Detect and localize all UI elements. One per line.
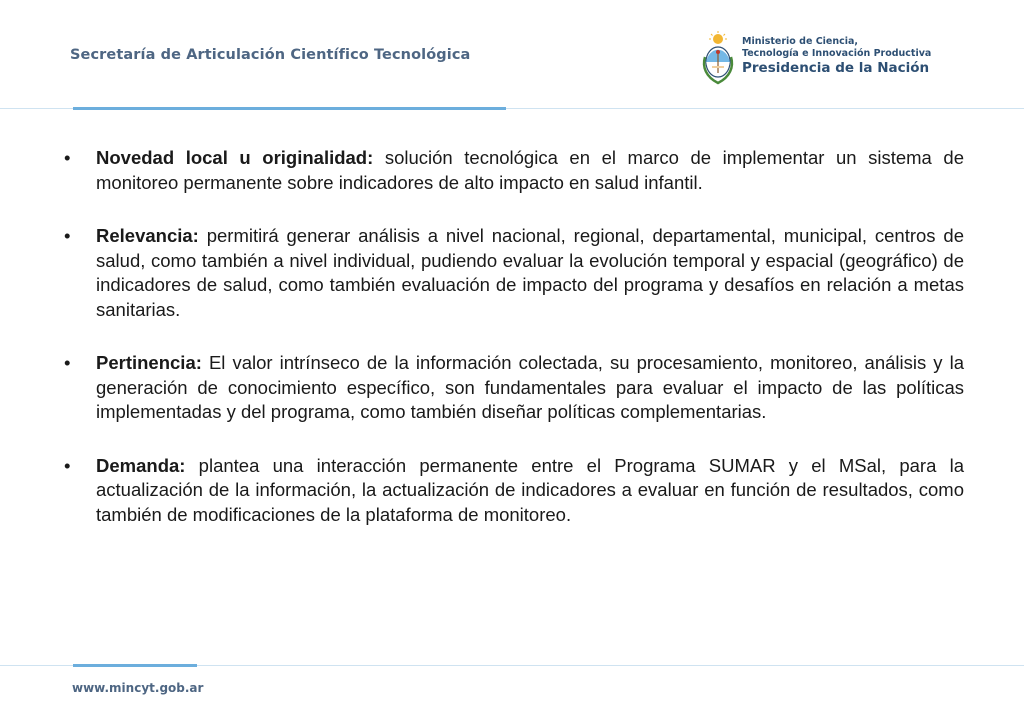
bullet-dot: • xyxy=(64,352,71,373)
bullet-list xyxy=(64,146,964,556)
logo-line-ministry: Ministerio de Ciencia, xyxy=(742,36,859,47)
header-title: Secretaría de Articulación Científico Tecnológica xyxy=(70,47,471,63)
bullet-term: Pertinencia: xyxy=(96,352,202,373)
bullet-dot: • xyxy=(64,147,71,168)
bullet-text: solución tecnológica en el marco de implementar un sistema de monitoreo permanente sobre indicadores de alto impacto en salud infantil. xyxy=(96,147,964,193)
argentina-coat-of-arms-icon xyxy=(700,31,736,85)
bullet-text: El valor intrínseco de la información colectada, su procesamiento, monitoreo, análisis y la generación de conocimiento específico, son fundamentales para evaluar el impacto de las políticas implementadas y del programa, como también diseñar políticas complementarias. xyxy=(96,352,964,422)
bullet-text: permitirá generar análisis a nivel nacional, regional, departamental, municipal, centros de salud, como también a nivel individual, pudiendo evaluar la evolución temporal y espacial (geográfico) de indicadores de salud, como también evaluación de impacto del programa y desafíos en relación a metas sanitarias. xyxy=(96,225,964,320)
header-accent-bar xyxy=(73,107,506,110)
bullet-term: Demanda: xyxy=(96,454,186,476)
bullet-dot: • xyxy=(64,225,71,246)
bullet-term: Novedad local u originalidad: xyxy=(96,147,374,168)
footer-accent-bar xyxy=(73,664,197,667)
ministry-logo xyxy=(700,31,940,85)
logo-line-presidency: Presidencia de la Nación xyxy=(742,60,930,76)
bullet-item-relevancia xyxy=(64,224,964,322)
footer-website-link[interactable]: www.mincyt.gob.ar xyxy=(72,681,204,695)
bullet-item-novedad xyxy=(64,146,964,195)
logo-text xyxy=(742,36,931,76)
bullet-text: plantea una interacción permanente entre el Programa SUMAR y el MSal, para la actualización de la información, la actualización de indicadores a evaluar en función de resultados, como también de modificaciones de la plataforma de monitoreo. xyxy=(96,454,964,525)
bullet-dot: • xyxy=(64,454,71,476)
bullet-item-demanda xyxy=(64,454,964,528)
bullet-term: Relevancia: xyxy=(96,225,199,246)
logo-line-technology: Tecnología e Innovación Productiva xyxy=(742,48,932,59)
bullet-item-pertinencia xyxy=(64,351,964,425)
